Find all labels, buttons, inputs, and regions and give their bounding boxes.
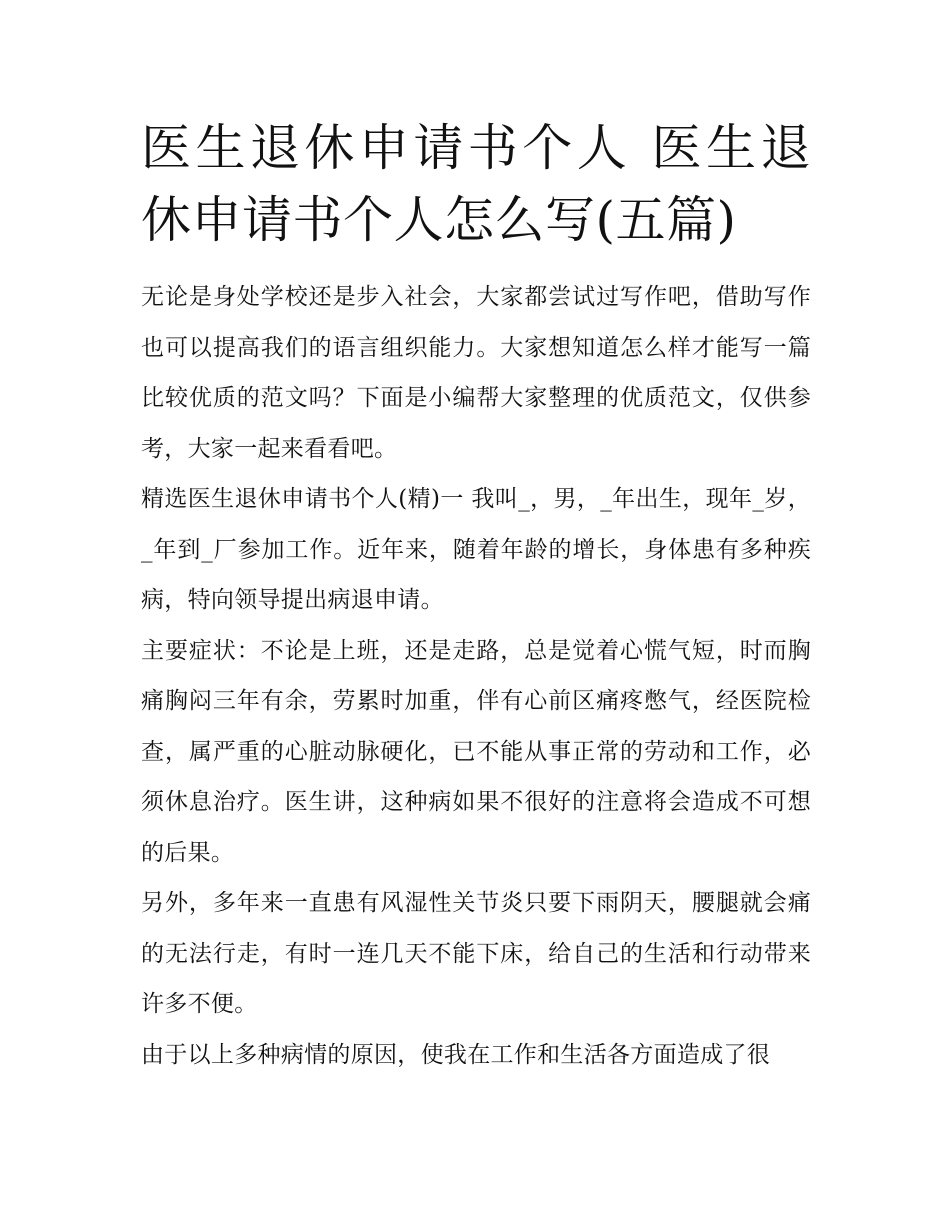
document-content <box>141 112 811 1080</box>
paragraph-application: 精选医生退休申请书个人(精)一 我叫_，男，_年出生，现年_岁，_年到_厂参加工作。近年来，随着年龄的增长，身体患有多种疾病，特向领导提出病退申请。 <box>141 486 811 613</box>
document-title: 医生退休申请书个人 医生退休申请书个人怎么写(五篇) <box>141 119 811 249</box>
paragraph-symptoms: 主要症状：不论是上班，还是走路，总是觉着心慌气短，时而胸痛胸闷三年有余，劳累时加重，伴有心前区痛疼憋气，经医院检查，属严重的心脏动脉硬化，已不能从事正常的劳动和工作，必须休息治疗。医生讲，这种病如果不很好的注意将会造成不可想的后果。 <box>141 637 811 866</box>
document-body <box>141 272 811 1080</box>
paragraph-conclusion: 由于以上多种病情的原因，使我在工作和生活各方面造成了很 <box>141 1041 771 1068</box>
paragraph-arthritis: 另外，多年来一直患有风湿性关节炎只要下雨阴天，腰腿就会痛的无法行走，有时一连几天不能下床，给自己的生活和行动带来许多不便。 <box>141 890 811 1017</box>
paragraph-intro: 无论是身处学校还是步入社会，大家都尝试过写作吧，借助写作也可以提高我们的语言组织能力。大家想知道怎么样才能写一篇比较优质的范文吗？下面是小编帮大家整理的优质范文，仅供参考，大家一起来看看吧。 <box>141 284 811 462</box>
